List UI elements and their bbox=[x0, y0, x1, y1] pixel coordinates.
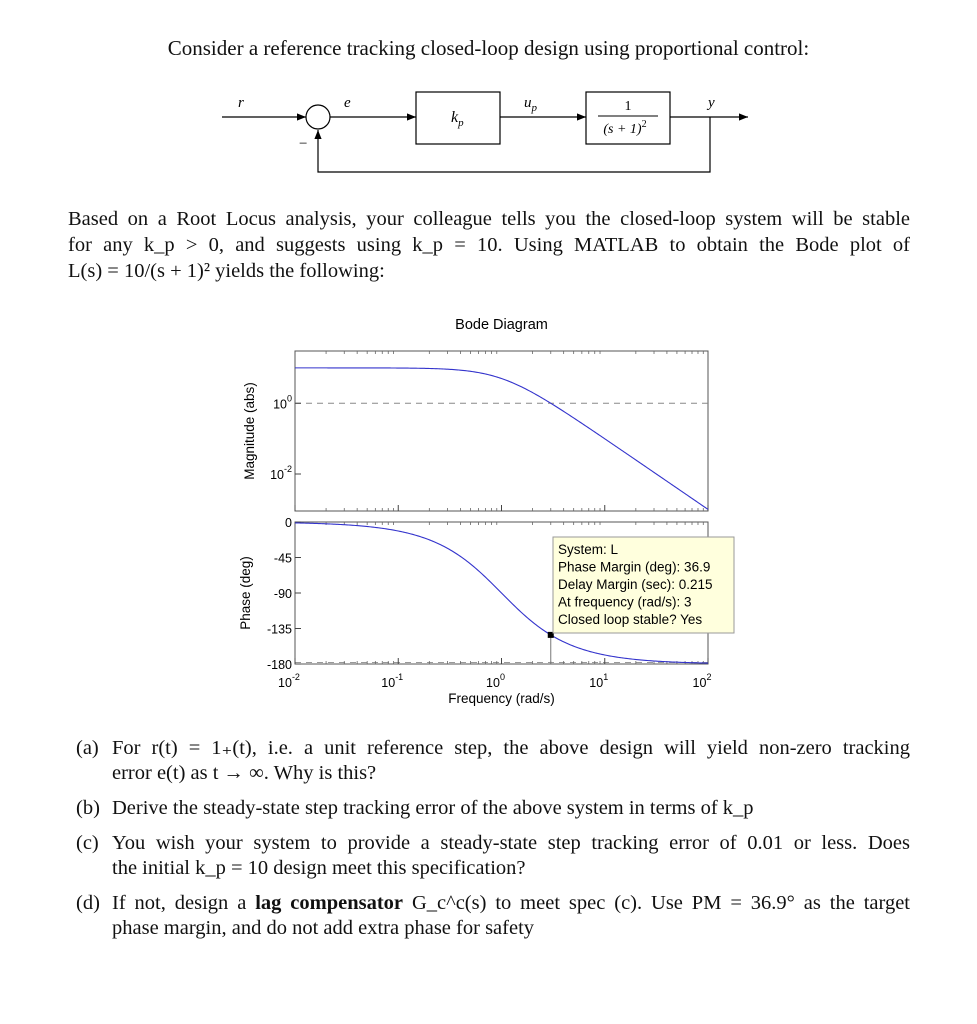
signal-up-label: $u_p$ bbox=[524, 95, 537, 114]
x-tick-label: $10^1$ bbox=[589, 672, 609, 690]
magnitude-tick-label: $10^{-2}$ bbox=[270, 464, 292, 483]
question-label: (c) bbox=[76, 832, 99, 854]
paragraph-line-3: L(s) = 10/(s + 1)² yields the following: bbox=[68, 260, 385, 282]
question-d bbox=[76, 891, 910, 941]
question-line: the initial k_p = 10 design meet this specification? bbox=[112, 857, 526, 879]
question-list bbox=[76, 736, 910, 951]
phase-tick-label: -135 bbox=[266, 622, 292, 637]
question-label: (d) bbox=[76, 892, 100, 914]
signal-r-label: r bbox=[238, 95, 244, 111]
phase-tick-label: 0 bbox=[285, 516, 292, 530]
magnitude-axis-label: Magnitude (abs) bbox=[242, 382, 257, 480]
intro-text: Consider a reference tracking closed-loop design using proportional control: bbox=[167, 36, 810, 60]
x-axis-label: Frequency (rad/s) bbox=[448, 691, 555, 706]
problem-paragraph bbox=[68, 206, 910, 284]
question-line: For r(t) = 1₊(t), i.e. a unit reference step, the above design will yield non-zero tracking bbox=[112, 737, 910, 759]
plant-denominator: $(s + 1)^2$ bbox=[603, 119, 647, 137]
lag-compensator-term: lag compensator bbox=[255, 892, 404, 914]
controller-label: $k_p$ bbox=[451, 109, 464, 129]
question-text: G_c^c(s) to meet spec (c). Use PM = 36.9° as the target bbox=[411, 892, 910, 914]
magnitude-tick-label: $10^0$ bbox=[273, 393, 292, 412]
summing-junction bbox=[306, 105, 330, 129]
feedback-sign: − bbox=[299, 136, 308, 152]
question-label: (b) bbox=[76, 797, 100, 819]
question-a bbox=[76, 736, 910, 786]
x-tick-label: $10^{-2}$ bbox=[278, 672, 300, 690]
question-line: error e(t) as t → ∞. Why is this? bbox=[112, 762, 377, 784]
x-tick-label: $10^0$ bbox=[486, 672, 505, 690]
phase-tick-label: -180 bbox=[266, 658, 292, 672]
magnitude-panel bbox=[295, 351, 708, 511]
datatip-line: Phase Margin (deg): 36.9 bbox=[558, 559, 711, 575]
phase-tick-label: -45 bbox=[273, 551, 292, 566]
paragraph-line-2: for any k_p > 0, and suggests using k_p = 10. Using MATLAB to obtain the Bode plot of bbox=[68, 234, 910, 256]
x-tick-label: $10^2$ bbox=[692, 672, 712, 690]
bode-diagram bbox=[0, 300, 977, 720]
question-line: Derive the steady-state step tracking error of the above system in terms of k_p bbox=[112, 797, 754, 819]
question-label: (a) bbox=[76, 737, 99, 759]
question-c bbox=[76, 831, 910, 881]
datatip-line: Closed loop stable? Yes bbox=[558, 612, 703, 627]
datatip-line: System: L bbox=[558, 542, 619, 557]
phase-axis-label: Phase (deg) bbox=[238, 556, 253, 630]
question-line: You wish your system to provide a steady-state step tracking error of 0.01 or less. Does bbox=[112, 832, 910, 854]
datatip-line: At frequency (rad/s): 3 bbox=[558, 594, 692, 610]
paragraph-line-1: Based on a Root Locus analysis, your colleague tells you the closed-loop system will be stable bbox=[68, 208, 910, 230]
plant-numerator: 1 bbox=[624, 99, 632, 114]
phase-tick-label: -90 bbox=[273, 587, 292, 601]
question-line bbox=[112, 891, 910, 916]
question-b bbox=[76, 796, 910, 821]
block-diagram bbox=[0, 80, 977, 180]
datatip-line: Delay Margin (sec): 0.215 bbox=[558, 577, 713, 592]
signal-e-label: e bbox=[344, 95, 351, 111]
question-line: phase margin, and do not add extra phase for safety bbox=[112, 917, 535, 939]
signal-y-label: y bbox=[708, 95, 715, 111]
chart-title: Bode Diagram bbox=[455, 317, 548, 333]
question-text: If not, design a bbox=[112, 892, 247, 914]
x-tick-label: $10^{-1}$ bbox=[381, 672, 404, 690]
